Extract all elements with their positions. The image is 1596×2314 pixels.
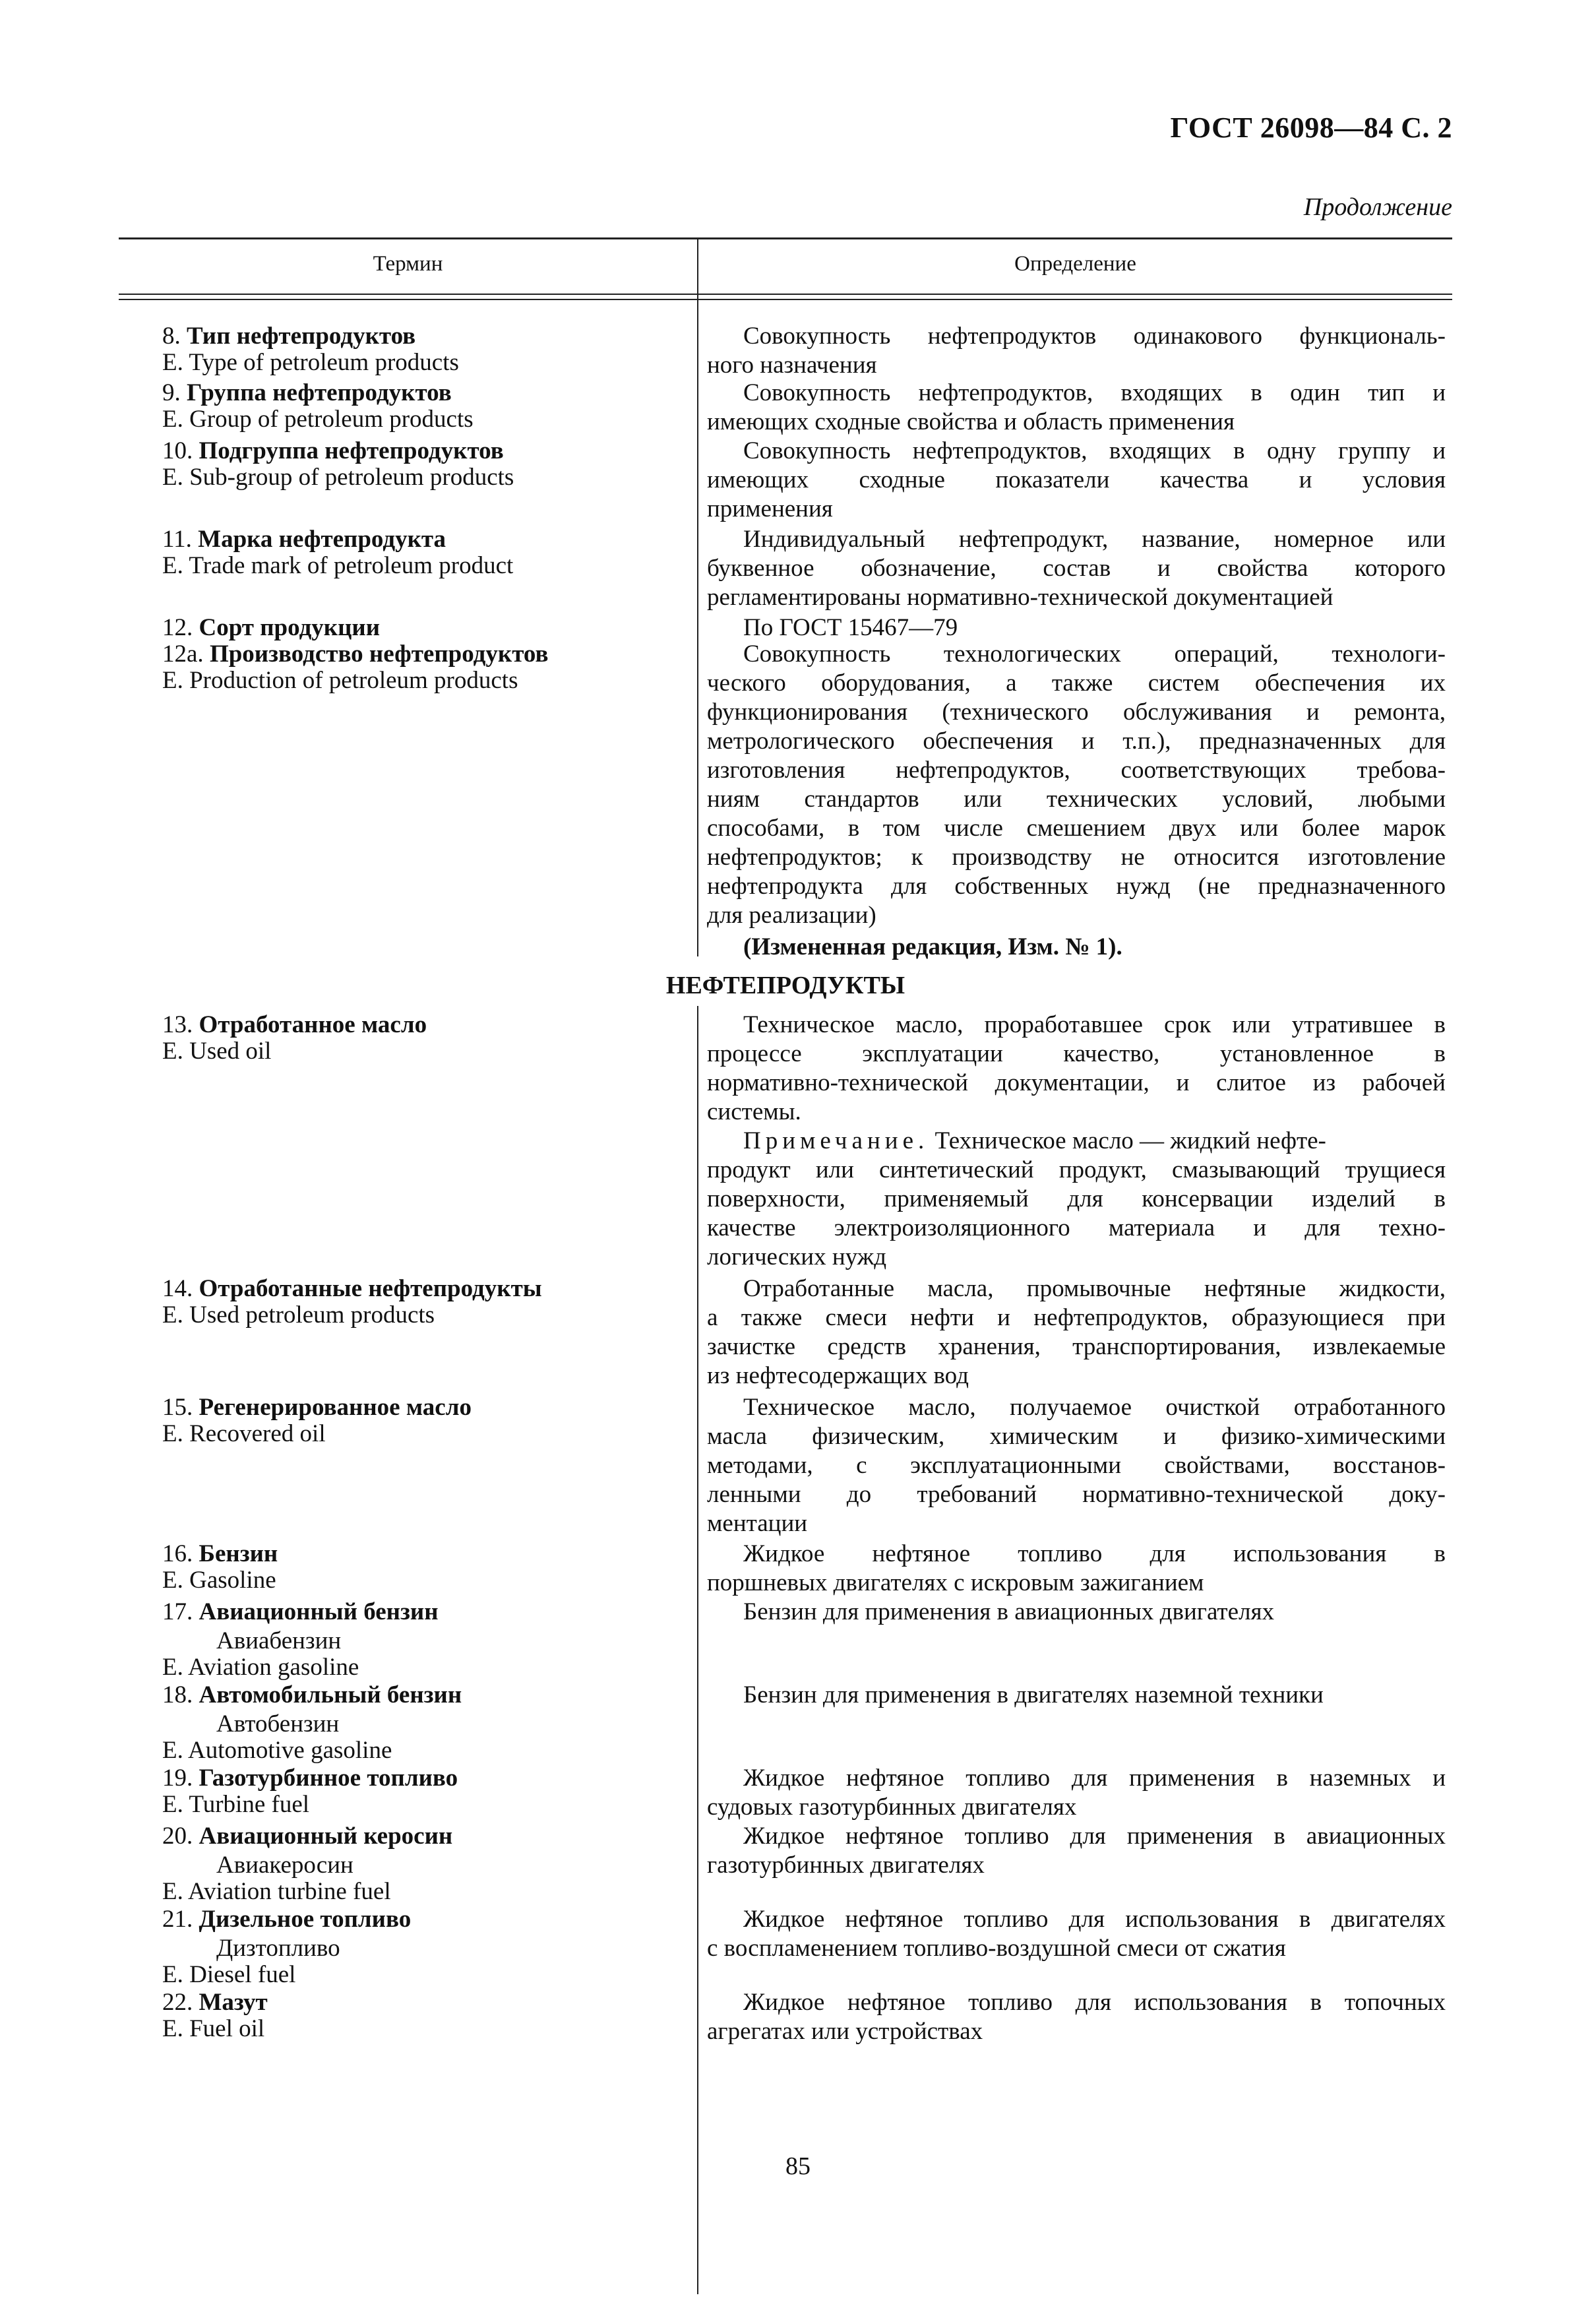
definition-line-d13: процессе эксплуатации качество, установленное в [707, 1040, 1446, 1067]
definition-line-d13: Техническое масло, проработавшее срок или утратившее в [743, 1011, 1446, 1038]
continuation-label: Продолжение [1303, 193, 1452, 221]
document-header: ГОСТ 26098—84 С. 2 [1170, 111, 1452, 144]
term-21-en: E. Diesel fuel [162, 1961, 296, 1988]
term-12: 12. Сорт продукции [162, 614, 381, 641]
terms-table [119, 237, 1452, 2058]
term-15-en: E. Recovered oil [162, 1420, 326, 1447]
term-12a-en: E. Production of petroleum products [162, 667, 518, 694]
definition-line-d14: а также смеси нефти и нефтепродуктов, образующиеся при [707, 1304, 1446, 1331]
definition-line-d11: регламентированы нормативно-технической документацией [707, 584, 1334, 611]
term-10: 10. Подгруппа нефтепродуктов [162, 437, 504, 464]
term-22-en: E. Fuel oil [162, 2015, 265, 2042]
definition-line-d13_note: качестве электроизоляционного материала и для техно- [707, 1214, 1446, 1241]
column-header-definition: Определение [1014, 252, 1136, 276]
note-text: Техническое масло — жидкий нефте- [929, 1127, 1326, 1154]
term-20: 20. Авиационный керосин [162, 1823, 453, 1850]
definition-line-d19: Жидкое нефтяное топливо для применения в наземных и [743, 1765, 1446, 1792]
definition-line-d13_note: поверхности, применяемый для консервации изделий в [707, 1185, 1446, 1212]
term-16: 16. Бензин [162, 1540, 278, 1567]
section-title: НЕФТЕПРОДУКТЫ [665, 972, 905, 999]
term-22: 22. Мазут [162, 1989, 268, 2016]
term-14-en: E. Used petroleum products [162, 1301, 435, 1329]
definition-line-d9: Совокупность нефтепродуктов, входящих в один тип и [743, 379, 1446, 406]
header-rule [119, 294, 1452, 295]
definition-line-d12: По ГОСТ 15467—79 [743, 614, 958, 641]
definition-line-d12a: Совокупность технологических операций, технологи- [743, 641, 1446, 668]
term-20-alt: Авиакеросин [216, 1852, 353, 1879]
definition-line-d21: Жидкое нефтяное топливо для использования в двигателях [743, 1906, 1446, 1933]
term-19-en: E. Turbine fuel [162, 1791, 310, 1818]
definition-line-d12a: нефтепродукта для собственных нужд (не предназначенного [707, 873, 1446, 900]
header-rule [119, 299, 1452, 300]
term-11-en: E. Trade mark of petroleum product [162, 552, 514, 579]
definition-line-d13: нормативно-технической документации, и слитое из рабочей [707, 1069, 1446, 1096]
definition-line-d14: зачистке средств хранения, транспортирования, извлекаемые [707, 1333, 1446, 1360]
definition-line-d12a: способами, в том числе смешением двух или более марок [707, 815, 1446, 842]
definition-line-d22: Жидкое нефтяное топливо для использования в топочных [743, 1989, 1446, 2016]
definition-line-d15: Техническое масло, получаемое очисткой отработанного [743, 1394, 1446, 1421]
definition-line-d17: Бензин для применения в авиационных двигателях [743, 1598, 1274, 1625]
term-11: 11. Марка нефтепродукта [162, 526, 446, 553]
definition-line-d14: из нефтесодержащих вод [707, 1362, 969, 1389]
term-9: 9. Группа нефтепродуктов [162, 379, 452, 406]
term-17-alt: Авиабензин [216, 1627, 342, 1654]
definition-line-d15: ленными до требований нормативно-технической доку- [707, 1481, 1446, 1508]
definition-line-d13: системы. [707, 1098, 801, 1125]
term-15: 15. Регенерированное масло [162, 1394, 472, 1421]
term-19: 19. Газотурбинное топливо [162, 1765, 458, 1792]
term-12a: 12а. Производство нефтепродуктов [162, 641, 549, 668]
definition-line-d12a: ческого оборудования, а также систем обеспечения их [707, 670, 1446, 697]
definition-line-d12a: нефтепродуктов; к производству не относится изготовление [707, 844, 1446, 871]
column-header-term: Термин [373, 252, 443, 276]
definition-line-d10: Совокупность нефтепродуктов, входящих в одну группу и [743, 437, 1446, 464]
definition-line-d13_note: логических нужд [707, 1243, 887, 1270]
page-number: 85 [785, 2152, 811, 2180]
term-18: 18. Автомобильный бензин [162, 1681, 462, 1708]
definition-line-d22: агрегатах или устройствах [707, 2018, 983, 2045]
term-13-en: E. Used oil [162, 1038, 272, 1065]
definition-line-d12a: для реализации) [707, 902, 876, 929]
table-top-rule [119, 237, 1452, 239]
term-17: 17. Авиационный бензин [162, 1598, 439, 1625]
definition-line-d9: имеющих сходные свойства и область применения [707, 408, 1235, 435]
definition-line-d13_note [743, 1127, 1446, 1156]
term-9-en: E. Group of petroleum products [162, 406, 474, 433]
definition-line-d10: применения [707, 495, 833, 522]
definition-line-d15: масла физическим, химическим и физико-химическими [707, 1423, 1446, 1450]
definition-line-d12a: ниям стандартов или технических условий, любыми [707, 786, 1446, 813]
definition-line-d20: Жидкое нефтяное топливо для применения в авиационных [743, 1823, 1446, 1850]
term-13: 13. Отработанное масло [162, 1011, 427, 1038]
term-8: 8. Тип нефтепродуктов [162, 323, 416, 350]
definition-line-d12a: метрологического обеспечения и т.п.), предназначенных для [707, 728, 1446, 755]
definition-line-d12a: изготовления нефтепродуктов, соответствующих требова- [707, 757, 1446, 784]
term-20-en: E. Aviation turbine fuel [162, 1878, 391, 1905]
definition-line-d15: методами, с эксплуатационными свойствами, восстанов- [707, 1452, 1446, 1479]
amendment-note: (Измененная редакция, Изм. № 1). [743, 933, 1122, 960]
definition-line-d19: судовых газотурбинных двигателях [707, 1794, 1077, 1821]
definition-line-d8: Совокупность нефтепродуктов одинакового функциональ- [743, 323, 1446, 350]
definition-line-d11: буквенное обозначение, состав и свойства которого [707, 555, 1446, 582]
term-18-alt: Автобензин [216, 1710, 340, 1737]
definition-line-d16: Жидкое нефтяное топливо для использования в [743, 1540, 1446, 1567]
definition-line-d12a: функционирования (технического обслуживания и ремонта, [707, 699, 1446, 726]
column-divider [697, 237, 698, 956]
definition-line-d8: ного назначения [707, 352, 877, 379]
definition-line-d18: Бензин для применения в двигателях наземной техники [743, 1681, 1324, 1708]
term-16-en: E. Gasoline [162, 1567, 276, 1594]
definition-line-d21: с воспламенением топливо-воздушной смеси от сжатия [707, 1935, 1286, 1962]
term-18-en: E. Automotive gasoline [162, 1737, 392, 1764]
term-14: 14. Отработанные нефтепродукты [162, 1275, 542, 1302]
term-21-alt: Дизтопливо [216, 1935, 340, 1962]
definition-line-d20: газотурбинных двигателях [707, 1852, 985, 1879]
note-label: Примечание. [743, 1127, 929, 1154]
term-10-en: E. Sub-group of petroleum products [162, 464, 514, 491]
definition-line-d13_note: продукт или синтетический продукт, смазывающий трущиеся [707, 1156, 1446, 1183]
definition-line-d11: Индивидуальный нефтепродукт, название, номерное или [743, 526, 1446, 553]
term-17-en: E. Aviation gasoline [162, 1654, 359, 1681]
term-21: 21. Дизельное топливо [162, 1906, 412, 1933]
column-divider [697, 1006, 698, 2294]
term-8-en: E. Type of petroleum products [162, 349, 459, 376]
definition-line-d16: поршневых двигателях с искровым зажиганием [707, 1569, 1204, 1596]
definition-line-d15: ментации [707, 1510, 808, 1537]
definition-line-d14: Отработанные масла, промывочные нефтяные жидкости, [743, 1275, 1446, 1302]
definition-line-d10: имеющих сходные показатели качества и условия [707, 466, 1446, 493]
